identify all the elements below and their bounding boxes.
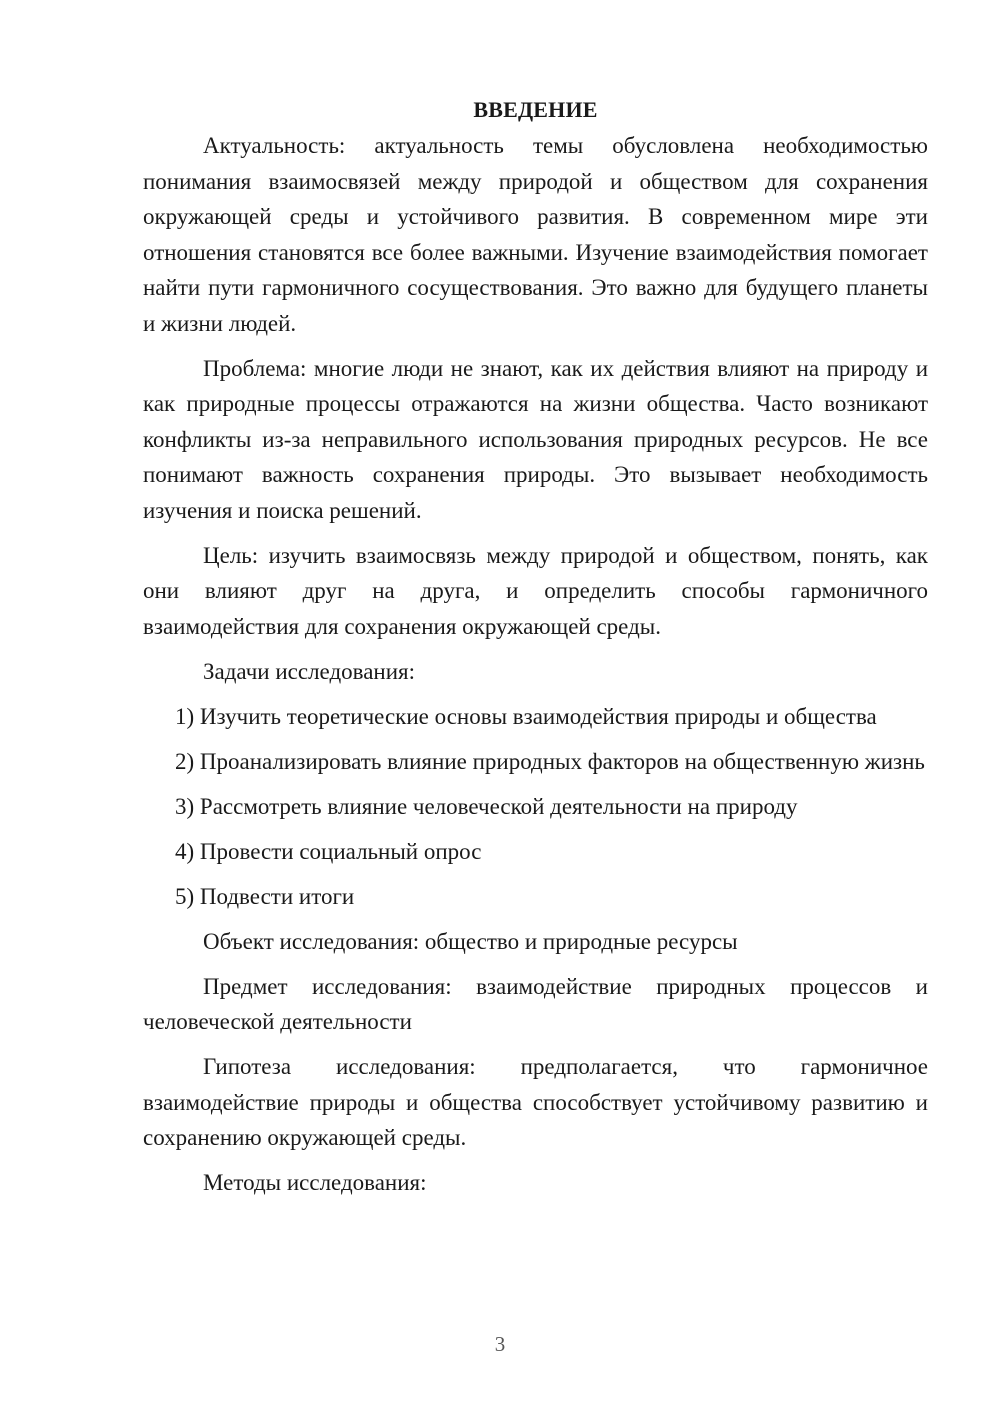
task-item-2: 2) Проанализировать влияние природных факторов на общественную жизнь	[175, 748, 925, 774]
problem-paragraph: Проблема: многие люди не знают, как их действия влияют на природу и как природные процессы отражаются на жизни общества. Часто возникают конфликты из-за неправильного использования природных ресурсов. Не все понимают важность сохранения природы. Это вызывает необходимость изучения и поиска решений.	[143, 355, 928, 523]
task-item-5: 5) Подвести итоги	[175, 883, 355, 909]
subject-paragraph: Предмет исследования: взаимодействие природных процессов и человеческой деятельности	[143, 973, 928, 1034]
relevance-paragraph: Актуальность: актуальность темы обусловлена необходимостью понимания взаимосвязей между природой и обществом для сохранения окружающей среды и устойчивого развития. В современном мире эти отношения становятся все более важными. Изучение взаимодействия помогает найти пути гармоничного сосуществования. Это важно для будущего планеты и жизни людей.	[143, 133, 928, 336]
document-page	[143, 92, 928, 1210]
page-number: 3	[494, 1332, 506, 1356]
task-item-1: 1) Изучить теоретические основы взаимодействия природы и общества	[175, 703, 877, 729]
document-title: ВВЕДЕНИЕ	[473, 97, 598, 122]
hypothesis-paragraph: Гипотеза исследования: предполагается, что гармоничное взаимодействие природы и общества способствует устойчивому развитию и сохранению окружающей среды.	[143, 1054, 928, 1150]
goal-paragraph: Цель: изучить взаимосвязь между природой и обществом, понять, как они влияют друг на друга, и определить способы гармоничного взаимодействия для сохранения окружающей среды.	[143, 542, 928, 639]
task-item-4: 4) Провести социальный опрос	[175, 838, 482, 864]
tasks-heading: Задачи исследования:	[203, 658, 416, 684]
methods-heading: Методы исследования:	[203, 1170, 427, 1195]
task-item-3: 3) Рассмотреть влияние человеческой деятельности на природу	[175, 793, 798, 819]
object-paragraph: Объект исследования: общество и природные ресурсы	[203, 928, 738, 954]
